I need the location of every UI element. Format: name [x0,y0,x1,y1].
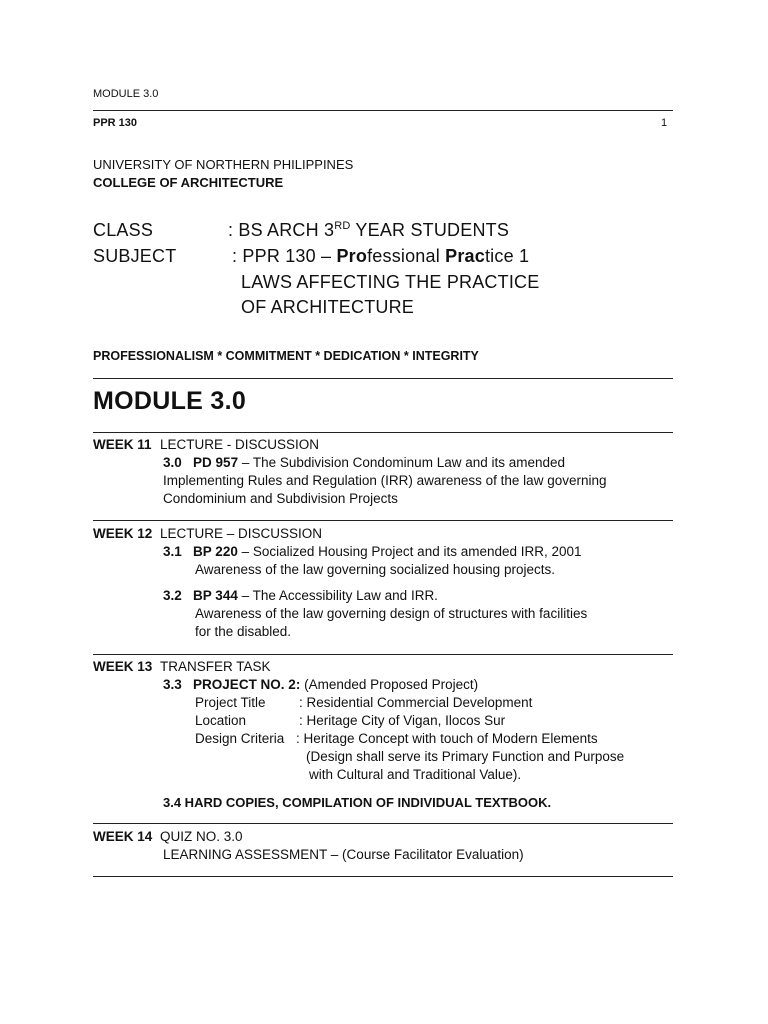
project-location-label: Location [195,713,247,728]
week-type: LECTURE – DISCUSSION [160,526,323,541]
week-type: TRANSFER TASK [160,659,271,674]
week-label: WEEK 11 [93,437,152,452]
page-number: 1 [661,117,668,129]
item-line: Awareness of the law governing socialized housing projects. [195,562,555,577]
item-line: 3.2 BP 344 – The Accessibility Law and IRR. [163,588,438,603]
project-criteria-line: (Design shall serve its Primary Function and Purpose [306,749,625,764]
project-location-value: : Heritage City of Vigan, Ilocos Sur [299,713,506,728]
class-value: : BS ARCH 3RD YEAR STUDENTS [228,220,510,240]
module-title: MODULE 3.0 [93,387,247,415]
project-criteria-label: Design Criteria [195,731,285,746]
header-course: PPR 130 [93,117,138,129]
project-criteria-line: with Cultural and Traditional Value). [309,767,522,782]
week-type: QUIZ NO. 3.0 [160,829,243,844]
subject-line-2: LAWS AFFECTING THE PRACTICE [241,272,540,292]
item-line: 3.1 BP 220 – Socialized Housing Project and its amended IRR, 2001 [163,544,582,559]
week-label: WEEK 12 [93,526,153,541]
item-line: 3.0 PD 957 – The Subdivision Condominum Law and its amended [163,455,566,470]
project-line: 3.3 PROJECT NO. 2: (Amended Proposed Project) [163,677,479,692]
subject-line-3: OF ARCHITECTURE [241,297,415,317]
motto: PROFESSIONALISM * COMMITMENT * DEDICATION * INTEGRITY [93,349,479,363]
project-criteria-value: : Heritage Concept with touch of Modern Elements [296,731,598,746]
item-line: Awareness of the law governing design of structures with facilities [195,606,588,621]
college-name: COLLEGE OF ARCHITECTURE [93,175,284,190]
project-title-value: : Residential Commercial Development [299,695,533,710]
divider-motto [93,378,673,379]
item-line: Implementing Rules and Regulation (IRR) awareness of the law governing [163,473,607,488]
divider-week14 [93,876,673,877]
header-divider [93,110,673,111]
item-line: Condominium and Subdivision Projects [163,491,398,506]
university-name: UNIVERSITY OF NORTHERN PHILIPPINES [93,157,354,172]
assessment-line: LEARNING ASSESSMENT – (Course Facilitator Evaluation) [163,847,524,862]
hard-copies-line: 3.4 HARD COPIES, COMPILATION OF INDIVIDUAL TEXTBOOK. [163,795,552,810]
divider-title [93,432,673,433]
subject-label: SUBJECT [93,246,177,266]
subject-value: : PPR 130 – Professional Practice 1 [232,246,530,266]
divider-week13 [93,823,673,824]
item-line: for the disabled. [195,624,292,639]
week-label: WEEK 14 [93,829,153,844]
week-type: LECTURE - DISCUSSION [160,437,320,452]
project-title-label: Project Title [195,695,266,710]
divider-week11 [93,520,673,521]
header-module: MODULE 3.0 [93,88,159,100]
week-label: WEEK 13 [93,659,153,674]
divider-week12 [93,654,673,655]
class-label: CLASS [93,220,154,240]
